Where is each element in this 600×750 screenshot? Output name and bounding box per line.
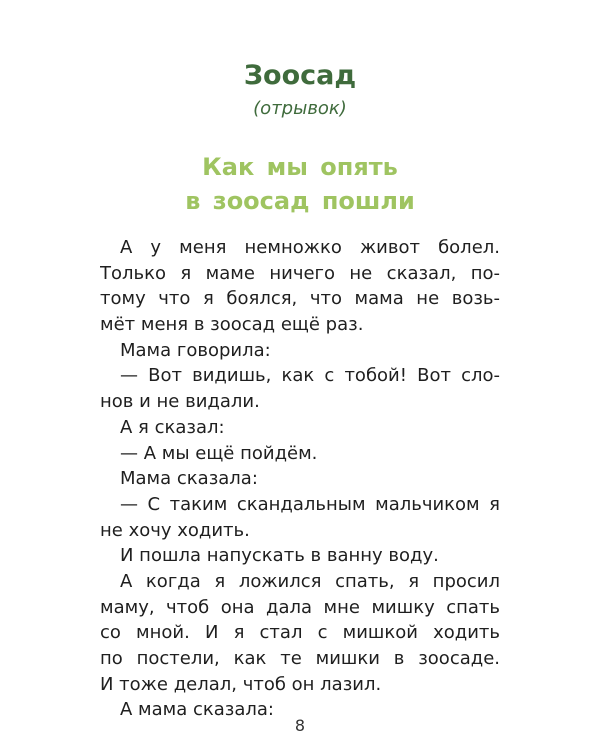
chapter-title-line: Как мы опять — [202, 153, 398, 181]
text-line: А мама сказала: — [120, 699, 274, 721]
text-line: Мама говорила: — [120, 339, 271, 361]
story-text — [100, 235, 500, 723]
story-title: Зоосад — [243, 60, 357, 91]
text-line: А я сказал: — [120, 416, 225, 438]
text-line: — А мы ещё пойдём. — [120, 442, 318, 464]
text-line: Только я маме ничего не сказал, по- — [100, 262, 500, 284]
chapter-title — [0, 150, 600, 218]
text-line: тому что я боялся, что мама не возь- — [100, 288, 500, 310]
text-line: — Вот видишь, как с тобой! Вот сло- — [120, 365, 500, 387]
text-line: по постели, как те мишки в зоосаде. — [100, 648, 500, 669]
text-line: со мной. И я стал с мишкой ходить — [100, 622, 500, 644]
text-line: И пошла напускать в ванну воду. — [120, 545, 439, 567]
story-subtitle: (отрывок) — [253, 98, 347, 119]
page-number: 8 — [294, 716, 306, 735]
text-line: Мама сказала: — [120, 468, 258, 490]
text-line: А когда я ложился спать, я просил — [120, 570, 500, 592]
chapter-title-line: в зоосад пошли — [185, 187, 415, 215]
text-line: нов и не видали. — [100, 391, 260, 413]
text-line: — С таким скандальным мальчиком я — [120, 493, 500, 515]
text-line: мёт меня в зоосад ещё раз. — [100, 314, 364, 336]
text-line: маму, чтоб она дала мне мишку спать — [100, 596, 500, 618]
text-line: не хочу ходить. — [100, 519, 250, 541]
text-line: А у меня немножко живот болел. — [120, 237, 500, 258]
text-line: И тоже делал, чтоб он лазил. — [100, 673, 382, 695]
